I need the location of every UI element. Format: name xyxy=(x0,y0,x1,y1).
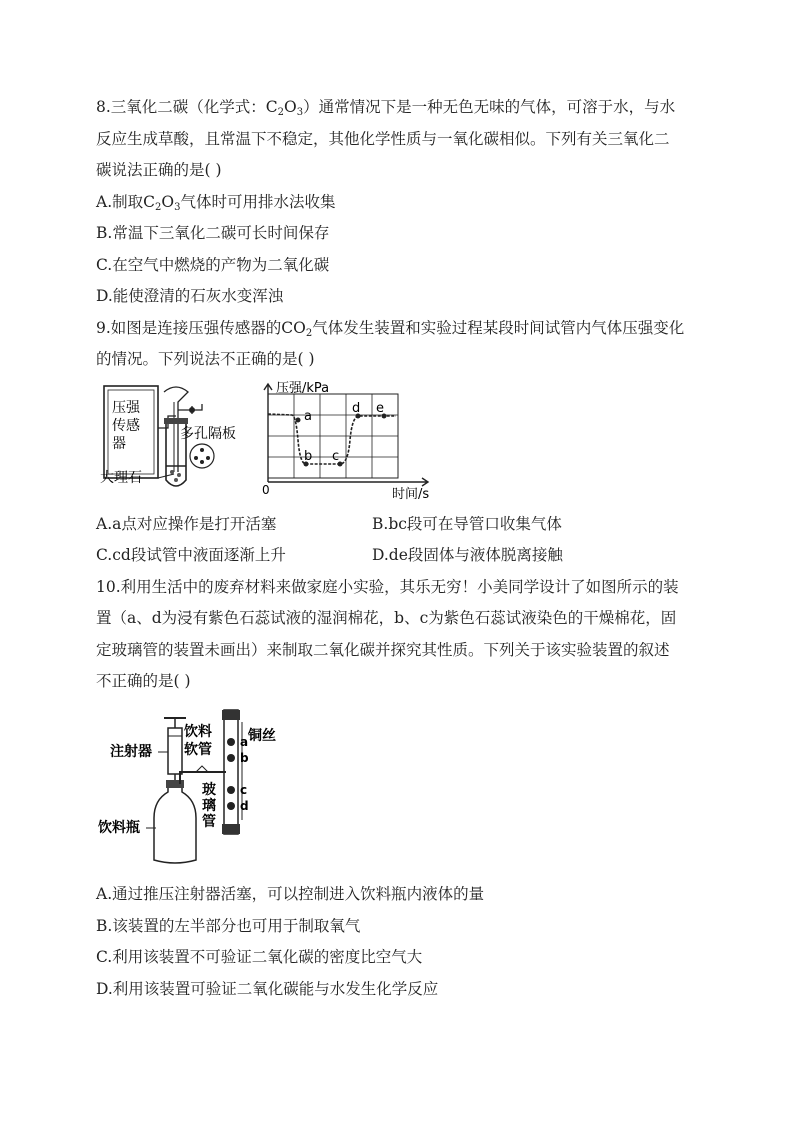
sensor-label-1: 压强 xyxy=(112,400,140,416)
copper-label: 铜丝 xyxy=(248,728,276,744)
point-e: e xyxy=(376,401,384,416)
label-c: c xyxy=(240,783,248,797)
glass-label-3: 管 xyxy=(202,814,216,830)
q9-stem-line1: 9.如图是连接压强传感器的$CO_2$气体发生装置和实验过程某段时间试管内气体压强变化 xyxy=(96,319,685,339)
pressure-graph xyxy=(262,381,429,500)
label-b: b xyxy=(240,751,249,765)
sensor-label-3: 器 xyxy=(112,436,126,452)
origin-label: 0 xyxy=(262,483,270,497)
q10-stem-line2: 置（a、d为浸有紫色石蕊试液的湿润棉花，b、c为紫色石蕊试液染色的干燥棉花，固 xyxy=(96,609,677,627)
q9-option-a: A.a点对应操作是打开活塞 xyxy=(96,515,277,533)
bottle-label: 饮料瓶 xyxy=(98,820,140,836)
q10-option-b: B.该装置的左半部分也可用于制取氧气 xyxy=(96,917,361,935)
point-a: a xyxy=(304,409,312,424)
label-a: a xyxy=(240,735,249,749)
x-axis-label: 时间/s xyxy=(392,487,430,500)
q8-option-a: A.制取$C_2O_3$气体时可用排水法收集 xyxy=(96,193,336,213)
q8-option-b: B.常温下三氧化二碳可长时间保存 xyxy=(96,224,330,242)
syringe xyxy=(164,718,186,784)
point-d: d xyxy=(352,401,361,416)
label-d: d xyxy=(240,799,249,813)
cotton-a xyxy=(227,738,235,746)
cotton-c xyxy=(227,786,235,794)
q10-figure xyxy=(96,700,296,870)
q10-stem-line1: 10.利用生活中的废弃材料来做家庭小实验，其乐无穷！小美同学设计了如图所示的装 xyxy=(96,578,679,596)
q8-stem-line3: 碳说法正确的是( ) xyxy=(96,161,222,179)
glass-label-1: 玻 xyxy=(202,782,216,798)
cotton-d xyxy=(227,802,235,810)
point-c: c xyxy=(332,449,340,464)
q10-option-c: C.利用该装置不可验证二氧化碳的密度比空气大 xyxy=(96,948,423,966)
q8-option-d: D.能使澄清的石灰水变浑浊 xyxy=(96,287,284,305)
hose-label-2: 软管 xyxy=(184,742,212,758)
y-axis-label: 压强/kPa xyxy=(276,381,330,396)
q9-option-b: B.bc段可在导管口收集气体 xyxy=(372,515,562,533)
sensor-label-2: 传感 xyxy=(112,418,140,434)
plate-inset xyxy=(190,444,214,468)
cotton-b xyxy=(227,754,235,762)
marble-label: 大理石 xyxy=(100,470,142,486)
q8-stem-line2: 反应生成草酸，且常温下不稳定，其他化学性质与一氧化碳相似。下列有关三氧化二 xyxy=(96,130,670,148)
q8-option-c: C.在空气中燃烧的产物为二氧化碳 xyxy=(96,256,330,274)
point-b: b xyxy=(304,449,313,464)
drink-bottle xyxy=(154,780,196,863)
syringe-label: 注射器 xyxy=(110,744,152,760)
q10-stem-line3: 定玻璃管的装置未画出）来制取二氧化碳并探究其性质。下列关于该实验装置的叙述 xyxy=(96,641,670,659)
q9-stem-line2: 的情况。下列说法不正确的是( ) xyxy=(96,350,315,368)
q9-option-c: C.cd段试管中液面逐渐上升 xyxy=(96,546,286,564)
q10-option-a: A.通过推压注射器活塞，可以控制进入饮料瓶内液体的量 xyxy=(96,885,485,903)
q9-option-d: D.de段固体与液体脱离接触 xyxy=(372,546,563,564)
glass-label-2: 璃 xyxy=(202,798,216,814)
plate-label: 多孔隔板 xyxy=(180,426,236,442)
q10-stem-line4: 不正确的是( ) xyxy=(96,672,191,690)
q8-stem-line1: 8.三氧化二碳（化学式：$C_2O_3$）通常情况下是一种无色无味的气体，可溶于水，与水 xyxy=(96,98,676,118)
hose-label-1: 饮料 xyxy=(184,724,212,740)
q10-option-d: D.利用该装置可验证二氧化碳能与水发生化学反应 xyxy=(96,980,439,998)
q9-figure xyxy=(96,380,436,500)
